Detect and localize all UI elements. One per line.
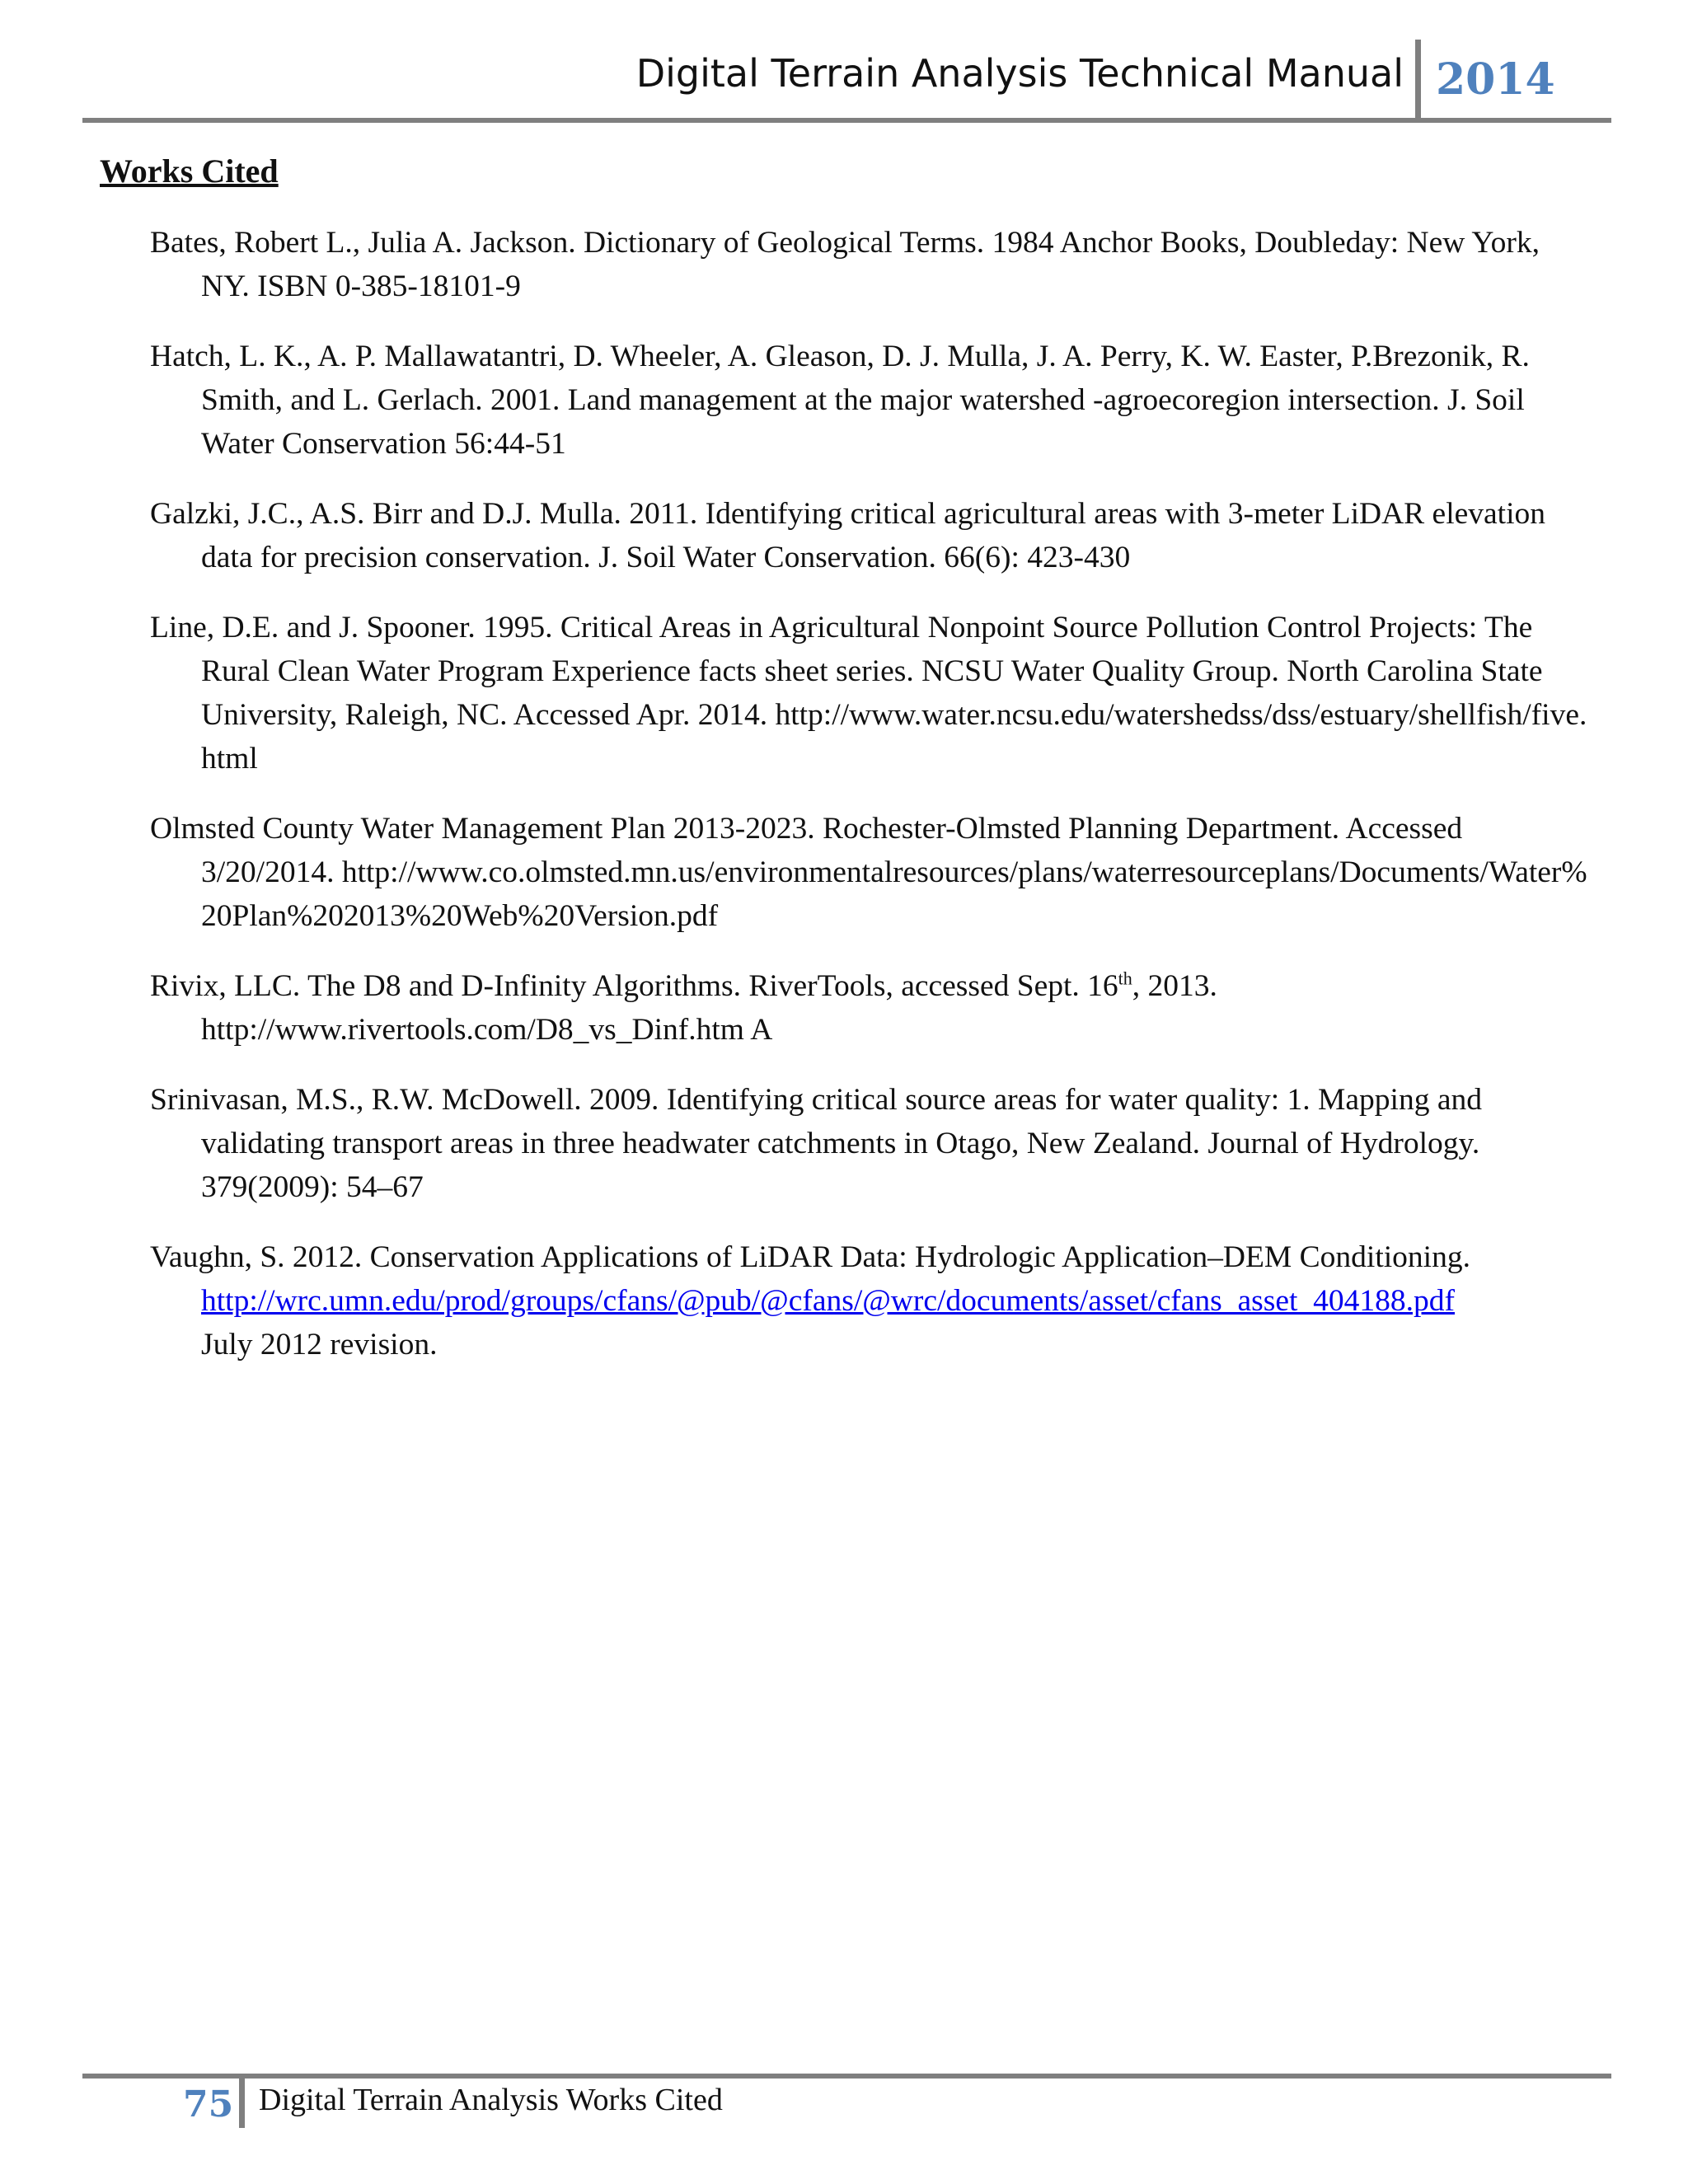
reference-text: Line, D.E. and J. Spooner. 1995. Critical Areas in Agricultural Nonpoint Source Pollution Control Projects: The Rural Clean Water Program Experience facts sheet series. NCSU Water Quality Group. North Carolina State University, Raleigh, NC. Accessed Apr. 2014.: [150, 611, 1543, 732]
reference-text: Srinivasan, M.S., R.W. McDowell. 2009. Identifying critical source areas for water quality: 1. Mapping and validating transport areas in three headwater catchments in Otago, New Zealand. Journal of Hydrology. 379(2009): 54–67: [150, 1083, 1482, 1204]
reference-line: [150, 606, 1592, 780]
footer-title: Digital Terrain Analysis Works Cited: [259, 2083, 723, 2117]
reference-text: Galzki, J.C., A.S. Birr and D.J. Mulla. 2011. Identifying critical agricultural areas with 3-meter LiDAR elevation data for precision conservation. J. Soil Water Conservation. 66(6): 423-430: [150, 497, 1545, 574]
reference-olmsted: [150, 807, 1592, 938]
reference-vaughn: [150, 1235, 1592, 1366]
footer-rule: [82, 2074, 1611, 2079]
footer-divider: [239, 2077, 245, 2128]
header-year: 2014: [1436, 54, 1555, 105]
header-divider: [1415, 40, 1421, 119]
reference-text-tail: July 2012 revision.: [201, 1328, 438, 1361]
ordinal-superscript: th: [1118, 968, 1132, 989]
reference-galzki: [150, 492, 1592, 579]
reference-hyperlink[interactable]: http://wrc.umn.edu/prod/groups/cfans/@pub/@cfans/@wrc/documents/asset/cfans_asset_404188.pdf: [201, 1284, 1456, 1318]
reference-rivix: [150, 964, 1592, 1052]
reference-hatch: [150, 335, 1592, 466]
header-rule: [82, 118, 1611, 123]
reference-text: Vaughn, S. 2012. Conservation Applications of LiDAR Data: Hydrologic Application–DEM Conditioning.: [150, 1240, 1470, 1274]
reference-url: http://www.rivertools.com/D8_vs_Dinf.htm A: [201, 1013, 773, 1047]
page-number: 75: [183, 2083, 234, 2125]
reference-text-tail: , 2013.: [1132, 969, 1217, 1003]
reference-text: Hatch, L. K., A. P. Mallawatantri, D. Wheeler, A. Gleason, D. J. Mulla, J. A. Perry, K. W. Easter, P.Brezonik, R. Smith, and L. Gerlach. 2001. Land management at the major watershed -agroecoregion intersection. J. Soil Water Conservation 56:44-51: [150, 340, 1530, 461]
reference-url: http://www.water.ncsu.edu/watershedss/dss/estuary/shellfish/five.html: [201, 698, 1587, 776]
section-heading: Works Cited: [100, 152, 279, 190]
reference-text: Olmsted County Water Management Plan 2013-2023. Rochester-Olmsted Planning Department. Accessed 3/20/2014.: [150, 812, 1463, 889]
reference-list: [150, 221, 1592, 1393]
reference-text: Rivix, LLC. The D8 and D-Infinity Algorithms. RiverTools, accessed Sept. 16: [150, 969, 1118, 1003]
page-header: [0, 0, 1688, 132]
reference-text: Bates, Robert L., Julia A. Jackson. Dictionary of Geological Terms. 1984 Anchor Books, Doubleday: New York, NY. ISBN 0-385-18101-9: [150, 226, 1540, 303]
reference-url: http://www.co.olmsted.mn.us/environmentalresources/plans/waterresourceplans/Documents/Water%20Plan%202013%20Web%20Version.pdf: [201, 855, 1587, 933]
header-title: Digital Terrain Analysis Technical Manual: [635, 51, 1404, 96]
reference-srinivasan: [150, 1078, 1592, 1209]
reference-bates: [150, 221, 1592, 308]
